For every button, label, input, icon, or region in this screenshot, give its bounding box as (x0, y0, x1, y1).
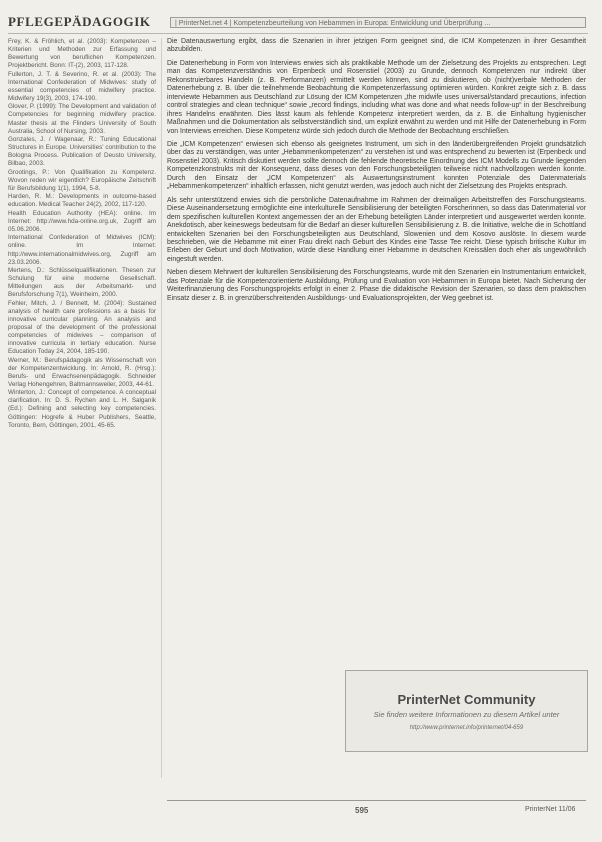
reference-entry: Fehler, Mitch, J. / Bennett, M. (2004): Sustained analysis of health care professions as a basis for innovative curricular planning. An analysis and proposal of the development of the professional competencies of midwives – comparison of innovative curricula in tertiary education. Nurse Education Today 24, 2004, 185-190. (8, 299, 156, 356)
reference-entry: Glover, P. (1999): The Development and validation of Competencies for beginning midwifery practice. Master thesis at the Flinders University of South Australia, School of Nursing, 2003. (8, 103, 156, 135)
reference-entry: Grootings, P.: Von Qualifikation zu Kompetenz. Wovon reden wir eigentlich? Europäische Zeitschrift für Berufsbildung 1(1), 1994, 5-8. (8, 168, 156, 192)
info-box-title: PrinterNet Community (397, 692, 536, 707)
body-paragraph: Die Datenauswertung ergibt, dass die Szenarien in ihrer jetzigen Form geeignet sind, die ICM Kompetenzen in ihrer Gesamtheit abzubilden. (167, 38, 586, 54)
body-paragraph: Die „ICM Kompetenzen“ erwiesen sich ebenso als geeignetes Instrument, um sich in den länderübergreifenden Projekt grundsätzlich über das zu verständigen, was unter „Hebammenkompetenzen“ zu verstehen ist und was entsprechend zu bewerten ist (Erpenbeck und Rosenstiel 2003). Kritisch diskutiert werden sollte dennoch die fehlende theoretische Einordnung des ICM Modells zu Grunde liegenden Kompetenzkonstrukts mit der Konsequenz, dass dieses von den Forschungsbeteiligten teilweise nicht nachvollzogen werden konnte. Durch den Einsatz der „ICM Kompetenzen“ als Auswertungsinstrument konnten Potenziale des Datenmaterials „Hebammenkompetenzen“ inhaltlich erfassen, nicht genutzt werden, was jedoch auch nicht der Zielsetzung des Projekts entsprach. (167, 140, 586, 191)
reference-entry: Fullerton, J. T. & Severino, R. et al. (2003): The International Confederation of Midwives: study of essential competencies of midwifery practice. Midwifery 19(3), 2003, 174-190. (8, 70, 156, 102)
body-paragraph: Neben diesem Mehrwert der kulturellen Sensibilisierung des Forschungsteams, wurde mit den Szenarien ein Instrumentarium entwickelt, das Potenziale für die Kompetenzorientierte Ausbildung, Prüfung und Evaluation von Hebammen in Europa bietet. Nach Sicherung der Weiterfinanzierung des Forschungsprojekts erfolgt in einer 2. Phase die didaktische Revision der Szenarien, so dass dem praktischen Einsatz dieser z. B. in grenzüberschreitenden Ausbildungs- und Evaluationsprojekten, der Weg geebnet ist. (167, 269, 586, 302)
column-divider (161, 38, 162, 778)
journal-issue: PrinterNet 11/06 (525, 806, 576, 813)
reference-entry: Werner, M.: Berufspädagogik als Wissenschaft von der Kompetenzentwicklung. In: Arnold, R. (Hrsg.): Berufs- und Erwachsenenpädagogik. Schneider Verlag Hohengehren, Baltmannsweiler, 2003, 44-61. (8, 356, 156, 388)
info-box-link[interactable]: http://www.printernet.info/printernet/04-659 (409, 725, 524, 731)
reference-entry: Mertens, D.: Schlüsselqualifikationen. Thesen zur Schulung für eine moderne Gesellschaft. Mitteilungen aus der Arbeitsmarkt- und Berufsforschung 7(1), Weinheim, 2000. (8, 267, 156, 299)
running-title: | PrinterNet.net 4 | Kompetenzbeurteilung von Hebammen in Europa: Entwicklung und Überprüfung ... (170, 17, 586, 28)
body-paragraph: Als sehr unterstützend erwies sich die persönliche Datenaufnahme im Rahmen der dreimaligen Arbeitstreffen des Forschungsteams. Diese Auseinandersetzung ermöglichte eine interkulturelle Sensibilisierung der beteiligten Forscherinnen, so dass das Datenmaterial vor dem spezifischen kulturellen Kontext angemessen der an der Erhebung beteiligten Länder interpretiert und ausgewertet werden konnte. Anekdotisch, aber keineswegs bedeutsam für die Bedarf an dieser kulturellen Sensibilisierung z. B. die Initiative, welche die in Schottland entwickelten Szenarien bei den Forschungsbeteiligten aus Deutschland, Slowenien und dem Kosovo auslöste. In diesem wurde beschrieben, wie die Hebamme mit einer Frau direkt nach Geburt des Kindes eine Tasse Tee reicht. Diese typisch britische Kultur im Erleben der Geburt und doch Motivation, würde diese Handlung einer Hebamme in deutschen Kreissälen doch eher als ungewöhnlich eingestuft werden. (167, 196, 586, 263)
journal-logo: PFLEGEPÄDAGOGIK (8, 14, 151, 29)
article-body (167, 38, 586, 308)
references-column (8, 38, 156, 778)
body-paragraph: Die Datenerhebung in Form von Interviews erwies sich als praktikable Methode um der Zielsetzung des Projekts zu entsprechen. Legt man das Kompetenzverständnis von Erpenbeck und Rosenstiel (2003) zu Grunde, dennoch Kompetenzen nur indirekt über Rekonstruierbares Handeln (z. B. Performanzen) ermittelt werden können, sind zu diskutieren, ob (nicht)verbale Methoden der Datenerhebung z. B. über die teilnehmende Beobachtung die Kompetenzerfassung optimieren würden. Konkret zeigte sich z. B. dass interviewte Hebammen aus Deutschland zur Lösung der ICM Kompetenzen „the midwife uses universal/standard precautions, infection control strategies and clean technique“ sowie „record findings, including what was done and what needs follow-up“ in der Beschreibung ihres Handelns erwähnten. Dies lässt kaum als fehlende Kompetenz interpretiert werden, da z. B. die Einhaltung hygienischer Maßnahmen und die Dokumentation als selbstverständlich sind, um explizit erwähnt zu werden und mit Hilfe der Datenerhebung in Form von Interviews erreichen. Diese Kompetenz würde sich jedoch durch die Methode der Beobachtung erschließen. (167, 59, 586, 135)
footer-divider (167, 800, 586, 801)
header-divider (8, 33, 588, 34)
reference-entry: Frey, K. & Fröhlich, et al. (2003): Kompetenzen – Kriterien und Methoden zur Erfassung und Bewertung von beruflichen Kompetenzen. Projektbericht. Bonn: IT-(2), 2003, 117-128. (8, 38, 156, 70)
reference-entry: Harden, R. M.: Developments in outcome-based education. Medical Teacher 24(2), 2002, 117-120. (8, 193, 156, 209)
reference-entry: Winterton, J.: Concept of competence. A conceptual clarification. In: D. S. Rychen and L. H. Salganik (Ed.): Defining and selecting key competencies. Göttingen: Hogrefe & Huber Publishers, Seattle, Toronto, Bern, Göttingen, 2001, 45-65. (8, 389, 156, 429)
info-box-description: Sie finden weitere Informationen zu diesem Artikel unter (373, 710, 560, 719)
page-number: 595 (355, 806, 369, 815)
reference-entry: Gonzales, J. / Wagenaar, R.: Tuning Educational Structures in Europe. Universities' contribution to the Bologna Process. Publication of Deusto University, Bilbao, 2003. (8, 136, 156, 168)
reference-entry: Health Education Authority (HEA): online. Im Internet: http://www.hda-online.org.uk, Zugriff am 05.06.2006. (8, 209, 156, 233)
community-info-box (345, 670, 588, 752)
reference-entry: International Confederation of Midwives (ICM): online. Im Internet: http://www.internationalmidwives.org, Zugriff am 23.03.2006. (8, 234, 156, 266)
